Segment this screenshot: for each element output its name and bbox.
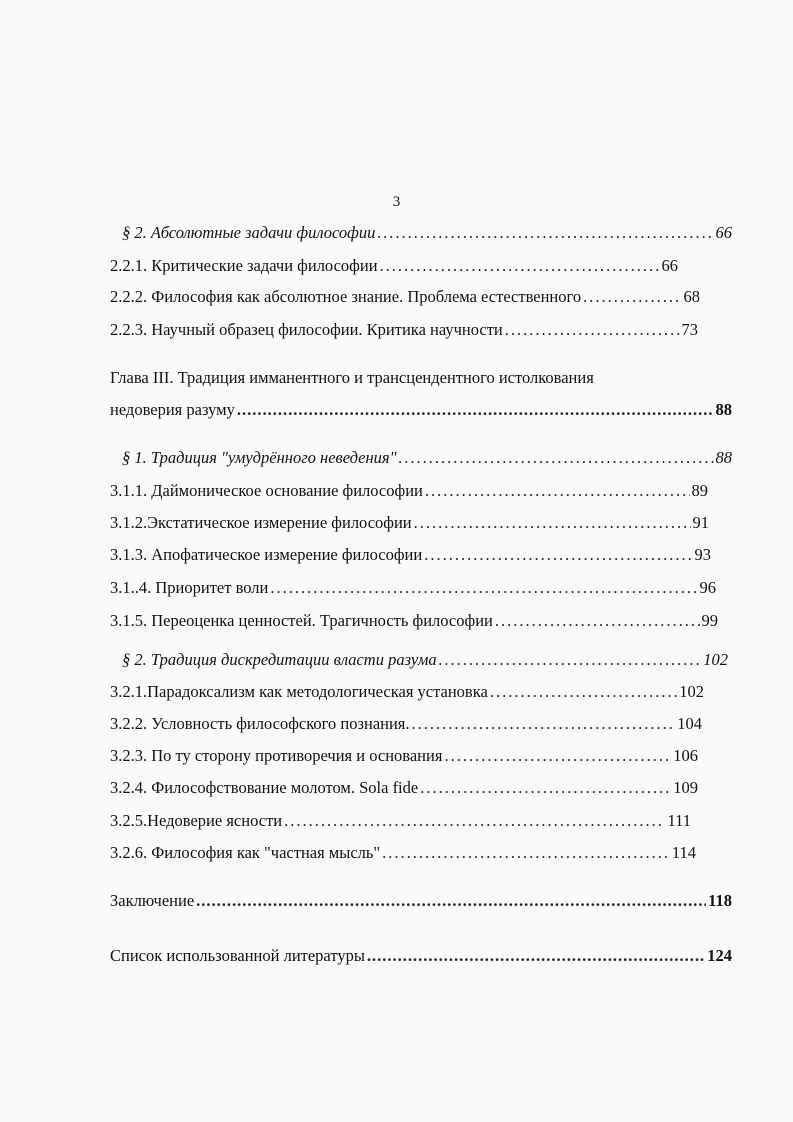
toc-entry-label: 3.2.2. Условность философского познания. [110, 714, 410, 733]
toc-page-number: 118 [708, 891, 732, 910]
toc-entry[interactable] [110, 810, 691, 832]
chapter-title: Глава III. Традиция имманентного и трансцендентного истолкования [110, 368, 594, 387]
dot-leader [270, 577, 697, 599]
toc-page-number: 124 [707, 946, 732, 965]
dot-leader [583, 286, 681, 308]
toc-entry-label: 3.2.3. По ту сторону противоречия и основания [110, 746, 443, 765]
toc-entry[interactable] [110, 610, 718, 632]
toc-entry-label: 2.2.3. Научный образец философии. Критика научности [110, 320, 503, 339]
toc-page-number: 102 [703, 650, 728, 669]
toc-entry[interactable] [110, 512, 709, 534]
toc-section-heading[interactable] [110, 222, 732, 244]
toc-entry-label: 3.2.4. Философствование молотом. Sola fide [110, 778, 419, 797]
toc-entry[interactable] [110, 480, 708, 502]
toc-entry-label: § 2. Традиция дискредитации власти разума [122, 650, 437, 669]
dot-leader [420, 777, 671, 799]
toc-page-number: 114 [671, 843, 696, 862]
dot-leader [490, 681, 677, 703]
toc-page-number: 99 [701, 611, 718, 630]
dot-leader [424, 544, 692, 566]
toc-entry[interactable] [110, 544, 711, 566]
toc-page-number: 89 [691, 481, 708, 500]
toc-entry-label: 3.2.5.Недоверие ясности [110, 811, 283, 830]
toc-entry[interactable] [110, 713, 702, 735]
dot-leader [439, 649, 702, 671]
toc-entry-label: 3.1.2.Экстатическое измерение философии [110, 513, 412, 532]
toc-entry-label: 3.1.1. Даймоническое основание философии [110, 481, 423, 500]
toc-page-number: 106 [673, 746, 698, 765]
dot-leader [196, 890, 706, 912]
toc-entry-label: 2.2.2. Философия как абсолютное знание. Проблема естественного [110, 287, 582, 306]
toc-entry[interactable] [110, 319, 698, 341]
toc-section-heading[interactable] [110, 447, 732, 469]
toc-page-number: 109 [673, 778, 698, 797]
toc-page-number: 104 [677, 714, 702, 733]
toc-page-number: 68 [683, 287, 700, 306]
toc-entry[interactable] [110, 681, 704, 703]
toc-entry-label: 3.2.1.Парадоксализм как методологическая установка [110, 682, 488, 701]
dot-leader [284, 810, 665, 832]
toc-page-number: 111 [667, 811, 691, 830]
toc-entry-label: 2.2.1. Критические задачи философии [110, 256, 378, 275]
toc-entry-label: недоверия разуму [110, 400, 235, 419]
toc-page-number: 66 [715, 223, 732, 242]
toc-entry[interactable] [110, 255, 678, 277]
dot-leader [380, 255, 660, 277]
dot-leader [237, 399, 714, 421]
dot-leader [412, 713, 676, 735]
toc-page-number: 91 [692, 513, 709, 532]
page-number: 3 [392, 194, 401, 210]
dot-leader [425, 480, 690, 502]
toc-page-number: 73 [681, 320, 698, 339]
toc-page-number: 88 [715, 400, 732, 419]
toc-entry[interactable] [110, 745, 698, 767]
toc-section-heading[interactable] [110, 649, 728, 671]
toc-page-number: 93 [694, 545, 711, 564]
toc-page-number: 66 [661, 256, 678, 275]
toc-entry[interactable] [110, 577, 716, 599]
dot-leader [399, 447, 714, 469]
toc-entry-label: Список использованной литературы [110, 946, 365, 965]
toc-entry[interactable] [110, 777, 698, 799]
toc-entry[interactable] [110, 286, 700, 308]
dot-leader [367, 945, 705, 967]
toc-entry-label: 3.1..4. Приоритет воли [110, 578, 269, 597]
toc-chapter-entry[interactable] [110, 399, 732, 421]
toc-entry-label: 3.1.5. Переоценка ценностей. Трагичность философии [110, 611, 493, 630]
dot-leader [377, 222, 713, 244]
dot-leader [495, 610, 700, 632]
dot-leader [382, 842, 670, 864]
toc-page-number: 102 [679, 682, 704, 701]
toc-entry-label: Заключение [110, 891, 195, 910]
toc-page-number: 96 [699, 578, 716, 597]
toc-entry-label: 3.1.3. Апофатическое измерение философии [110, 545, 423, 564]
toc-entry-label: 3.2.6. Философия как "частная мысль" [110, 843, 381, 862]
toc-page-number: 88 [715, 448, 732, 467]
toc-entry-label: § 1. Традиция "умудрённого неведения" [122, 448, 397, 467]
toc-conclusion-entry[interactable] [110, 890, 732, 912]
toc-entry[interactable] [110, 842, 696, 864]
toc-entry-label: § 2. Абсолютные задачи философии [122, 223, 376, 242]
dot-leader [505, 319, 680, 341]
toc-bibliography-entry[interactable] [110, 945, 732, 967]
dot-leader [444, 745, 671, 767]
dot-leader [414, 512, 691, 534]
